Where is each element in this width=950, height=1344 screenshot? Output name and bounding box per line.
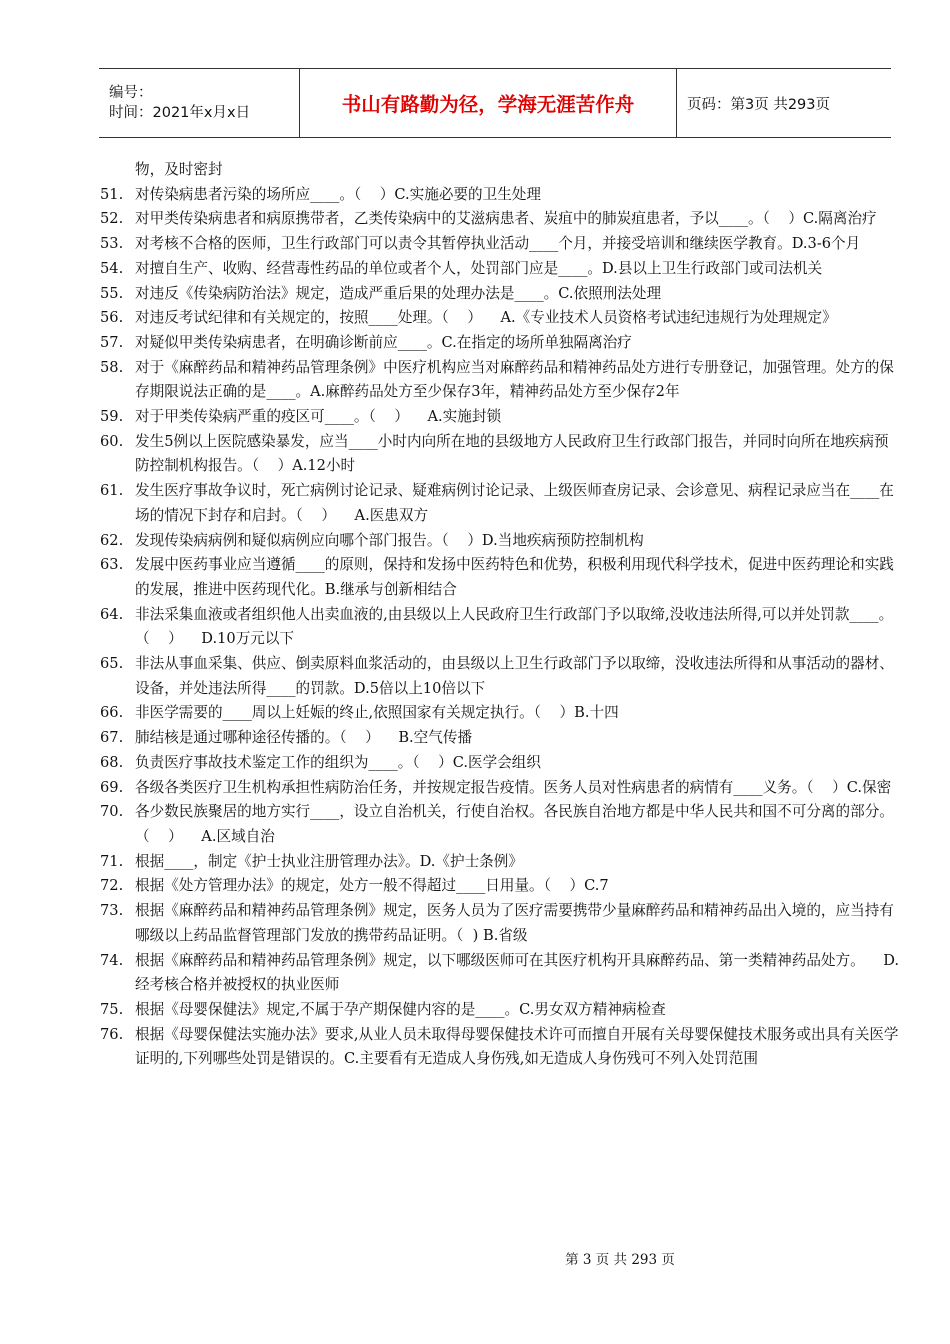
question-item xyxy=(100,207,900,232)
question-text: 各级各类医疗卫生机构承担性病防治任务，并按规定报告疫情。医务人员对性病患者的病情有____义务。（ ）C.保密 xyxy=(135,778,892,796)
question-item xyxy=(100,776,900,801)
header-meta xyxy=(99,69,300,137)
question-item xyxy=(100,850,900,875)
motto-text: 书山有路勤为径，学海无涯苦作舟 xyxy=(341,93,635,116)
question-number: 64. xyxy=(100,605,124,623)
page-number-label: 页码：第3页 共293页 xyxy=(687,96,831,113)
question-item xyxy=(100,183,900,208)
question-text: 根据《母婴保健法》规定,不属于孕产期保健内容的是____。C.男女双方精神病检查 xyxy=(135,1000,666,1018)
header-page-info xyxy=(677,69,891,137)
page-header xyxy=(99,68,891,138)
question-text: 非法从事血采集、供应、倒卖原料血浆活动的，由县级以上卫生行政部门予以取缔，没收违法所得和从事活动的器材、设备，并处违法所得____的罚款。D.5倍以上10倍以下 xyxy=(135,655,894,697)
question-text: 对考核不合格的医师，卫生行政部门可以责令其暂停执业活动____个月，并接受培训和继续医学教育。D.3-6个月 xyxy=(135,235,861,253)
question-text: 根据《麻醉药品和精神药品管理条例》规定，以下哪级医师可在其医疗机构开具麻醉药品、第一类精神药品处方。 D.经考核合格并被授权的执业医师 xyxy=(135,951,900,994)
question-text: 对违反考试纪律和有关规定的，按照____处理。（ ） A.《专业技术人员资格考试违纪违规行为处理规定》 xyxy=(135,309,837,327)
question-item xyxy=(100,405,900,430)
question-number: 51. xyxy=(100,185,124,203)
question-number: 65. xyxy=(100,655,124,673)
question-number: 58. xyxy=(100,358,124,376)
question-text: 对传染病患者污染的场所应____。（ ）C.实施必要的卫生处理 xyxy=(135,185,541,203)
question-item xyxy=(100,751,900,776)
question-text: 根据《处方管理办法》的规定，处方一般不得超过____日用量。（ ）C.7 xyxy=(135,877,609,895)
question-item xyxy=(100,430,900,479)
question-text: 发现传染病病例和疑似病例应向哪个部门报告。（ ）D.当地疾病预防控制机构 xyxy=(135,531,644,549)
question-text: 对于甲类传染病严重的疫区可____。（ ） A.实施封锁 xyxy=(135,408,502,426)
question-number: 69. xyxy=(100,778,124,796)
question-text: 肺结核是通过哪种途径传播的。（ ） B.空气传播 xyxy=(135,729,473,747)
question-item xyxy=(100,701,900,726)
question-number: 63. xyxy=(100,556,124,574)
page-footer: 第 3 页 共 293 页 xyxy=(565,1252,675,1268)
question-item xyxy=(100,652,900,701)
question-number: 55. xyxy=(100,284,124,302)
question-text: 根据《麻醉药品和精神药品管理条例》规定，医务人员为了医疗需要携带少量麻醉药品和精神药品出入境的，应当持有哪级以上药品监督管理部门发放的携带药品证明。（ ) B.省级 xyxy=(135,902,894,944)
question-text: 对违反《传染病防治法》规定，造成严重后果的处理办法是____。C.依照刑法处理 xyxy=(135,284,662,302)
question-item xyxy=(100,949,900,998)
question-item xyxy=(100,1023,900,1072)
question-item xyxy=(100,726,900,751)
question-item xyxy=(100,800,900,849)
question-text: 发展中医药事业应当遵循____的原则，保持和发扬中医药特色和优势，积极利用现代科学技术，促进中医药理论和实践的发展，推进中医药现代化。B.继承与创新相结合 xyxy=(135,556,894,598)
question-text: 根据____，制定《护士执业注册管理办法》。D.《护士条例》 xyxy=(135,852,523,870)
doc-time-label: 时间：2021年x月x日 xyxy=(109,105,251,121)
question-number: 74. xyxy=(100,951,124,969)
question-text: 对疑似甲类传染病患者，在明确诊断前应____。C.在指定的场所单独隔离治疗 xyxy=(135,333,632,351)
question-item xyxy=(100,356,900,405)
question-number: 52. xyxy=(100,210,124,228)
question-item xyxy=(100,257,900,282)
question-number: 62. xyxy=(100,531,124,549)
question-item xyxy=(100,998,900,1023)
question-number: 76. xyxy=(100,1025,124,1043)
doc-number-label: 编号： xyxy=(109,85,153,101)
question-list xyxy=(100,158,900,1072)
question-item xyxy=(100,553,900,602)
question-text: 发生医疗事故争议时，死亡病例讨论记录、疑难病例讨论记录、上级医师查房记录、会诊意见、病程记录应当在____在场的情况下封存和启封。（ ） A.医患双方 xyxy=(135,482,894,524)
question-number: 70. xyxy=(100,803,124,821)
question-text: 负责医疗事故技术鉴定工作的组织为____。（ ）C.医学会组织 xyxy=(135,753,541,771)
question-item xyxy=(100,479,900,528)
question-item xyxy=(100,899,900,948)
header-motto xyxy=(300,69,677,137)
question-text: 根据《母婴保健法实施办法》要求,从业人员未取得母婴保健技术许可而擅自开展有关母婴保健技术服务或出具有关医学证明的,下列哪些处罚是错误的。C.主要看有无造成人身伤残,如无造成人身伤残可不列入处罚范围 xyxy=(135,1025,899,1068)
question-number: 57. xyxy=(100,333,124,351)
question-item xyxy=(100,331,900,356)
question-number: 54. xyxy=(100,259,124,277)
question-item xyxy=(100,282,900,307)
question-text: 各少数民族聚居的地方实行____，设立自治机关，行使自治权。各民族自治地方都是中华人民共和国不可分离的部分。（ ） A.区域自治 xyxy=(135,803,894,845)
question-item xyxy=(100,232,900,257)
question-text: 对甲类传染病患者和病原携带者，乙类传染病中的艾滋病患者、炭疽中的肺炭疽患者，予以____。（ ）C.隔离治疗 xyxy=(135,210,877,228)
question-number: 66. xyxy=(100,704,124,722)
question-number: 73. xyxy=(100,902,124,920)
question-number: 56. xyxy=(100,309,124,327)
question-number: 59. xyxy=(100,408,124,426)
question-number: 61. xyxy=(100,482,124,500)
question-text: 对擅自生产、收购、经营毒性药品的单位或者个人，处罚部门应是____。D.县以上卫生行政部门或司法机关 xyxy=(135,259,823,277)
question-number: 68. xyxy=(100,753,124,771)
lead-continuation-line: 物，及时密封 xyxy=(135,161,223,178)
question-number: 75. xyxy=(100,1000,124,1018)
question-text: 非医学需要的____周以上妊娠的终止,依照国家有关规定执行。（ ）B.十四 xyxy=(135,704,619,722)
question-number: 71. xyxy=(100,852,124,870)
question-text: 非法采集血液或者组织他人出卖血液的,由县级以上人民政府卫生行政部门予以取缔,没收违法所得,可以并处罚款____。（ ） D.10万元以下 xyxy=(135,605,894,648)
question-number: 53. xyxy=(100,235,124,253)
question-number: 67. xyxy=(100,729,124,747)
question-item xyxy=(100,306,900,331)
question-number: 72. xyxy=(100,877,124,895)
question-item xyxy=(100,603,900,652)
question-item xyxy=(100,874,900,899)
question-number: 60. xyxy=(100,432,124,450)
question-item xyxy=(100,529,900,554)
question-text: 对于《麻醉药品和精神药品管理条例》中医疗机构应当对麻醉药品和精神药品处方进行专册登记，加强管理。处方的保存期限说法正确的是____。A.麻醉药品处方至少保存3年，精神药品处方至少保存2年 xyxy=(135,358,894,401)
question-text: 发生5例以上医院感染暴发，应当____小时内向所在地的县级地方人民政府卫生行政部门报告，并同时向所在地疾病预防控制机构报告。（ ）A.12小时 xyxy=(135,432,889,475)
